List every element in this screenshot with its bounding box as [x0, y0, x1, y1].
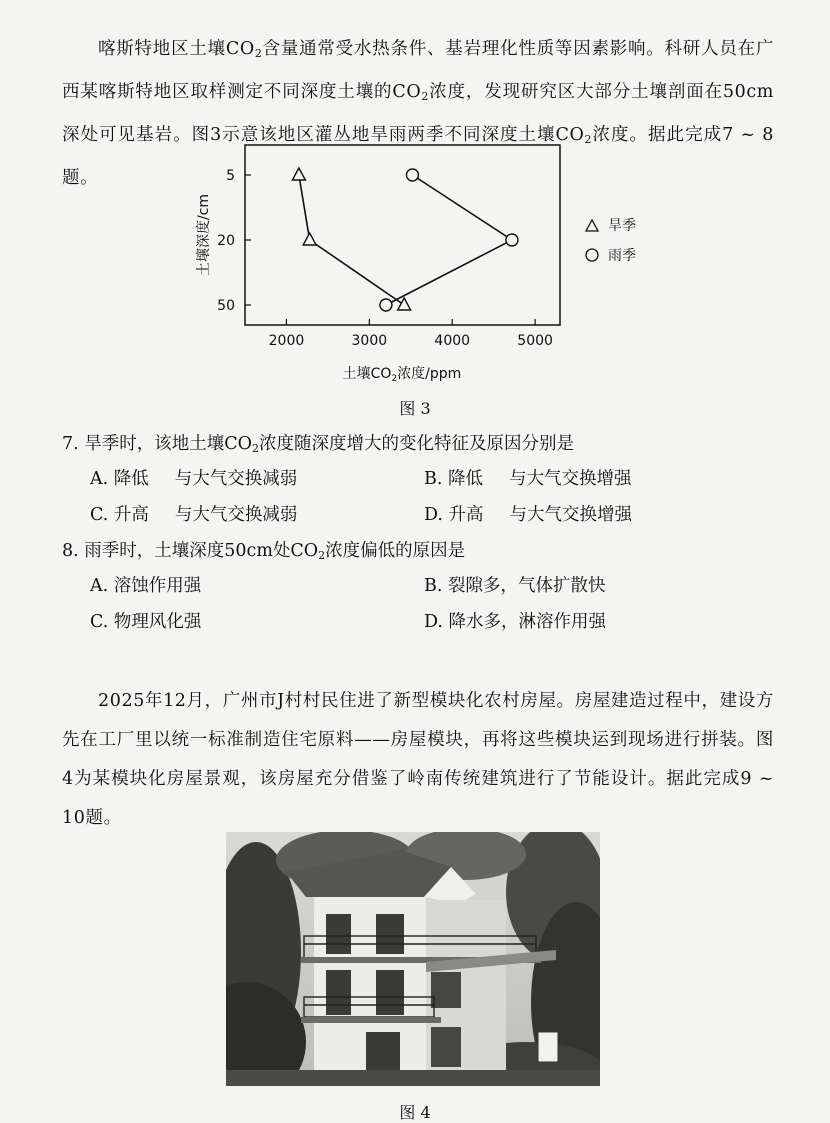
x-tick-label: 5000 [517, 333, 553, 349]
series-line-wet [386, 175, 512, 305]
wet-season-point [506, 234, 518, 246]
wet-season-point [380, 299, 392, 311]
q8-option-a[interactable]: A. 溶蚀作用强 [90, 576, 202, 596]
question-7-stem: 7. 旱季时，该地土壤$CO_2$浓度随深度增大的变化特征及原因分别是 [62, 434, 574, 455]
legend-triangle-marker [586, 220, 598, 231]
wet-season-point [406, 169, 418, 181]
legend [586, 218, 636, 264]
soil-co2-chart [180, 140, 660, 385]
x-axis-label: 土壤$CO_2$浓度/ppm [342, 366, 462, 384]
x-tick-label: 4000 [434, 333, 471, 349]
q8-option-c[interactable]: C. 物理风化强 [90, 612, 202, 632]
q8-option-d[interactable]: D. 降水多，淋溶作用强 [424, 612, 607, 632]
question-8-stem: 8. 雨季时，土壤深度50cm处$CO_2$浓度偏低的原因是 [62, 541, 466, 562]
legend-label-dry: 旱季 [608, 218, 636, 234]
series-line-dry [299, 175, 404, 305]
x-tick-label: 3000 [351, 333, 388, 349]
dry-season-point [292, 168, 305, 180]
y-tick-label: 50 [217, 298, 235, 314]
y-tick-label: 20 [217, 233, 235, 249]
q7-option-b[interactable]: B. 降低 与大气交换增强 [424, 469, 632, 489]
y-axis-label: 土壤深度/cm [196, 193, 212, 277]
q7-option-d[interactable]: D. 升高 与大气交换增强 [424, 505, 633, 525]
figure-4-caption: 图 4 [399, 1103, 431, 1122]
dry-season-point [398, 298, 411, 310]
modular-house-photo [226, 832, 600, 1086]
passage-2: 2025年12月，广州市J村村民住进了新型模块化农村房屋。房屋建造过程中，建设方先在工厂里以统一标准制造住宅原料——房屋模块，再将这些模块运到现场进行拼装。图4为某模块化房屋景观，该房屋充分借鉴了岭南传统建筑进行了节能设计。据此完成9 ~ 10题。 [62, 691, 774, 828]
passage-1: 喀斯特地区土壤$CO_2$含量通常受水热条件、基岩理化性质等因素影响。科研人员在广西某喀斯特地区取样测定不同深度土壤的$CO_2$浓度，发现研究区大部分土壤剖面在50cm深处可见基岩。图3示意该地区灌丛地旱雨两季不同深度土壤$CO_2$浓度。据此完成7 ~ 8题。 [62, 39, 774, 188]
legend-label-wet: 雨季 [608, 248, 636, 264]
q7-option-a[interactable]: A. 降低 与大气交换减弱 [90, 469, 298, 489]
q8-option-b[interactable]: B. 裂隙多，气体扩散快 [424, 576, 606, 596]
q7-option-c[interactable]: C. 升高 与大气交换减弱 [90, 505, 298, 525]
dry-season-point [303, 233, 316, 245]
figure-3-caption: 图 3 [399, 399, 431, 418]
legend-circle-marker [586, 249, 598, 261]
x-tick-label: 2000 [268, 333, 305, 349]
y-tick-label: 5 [226, 168, 235, 184]
